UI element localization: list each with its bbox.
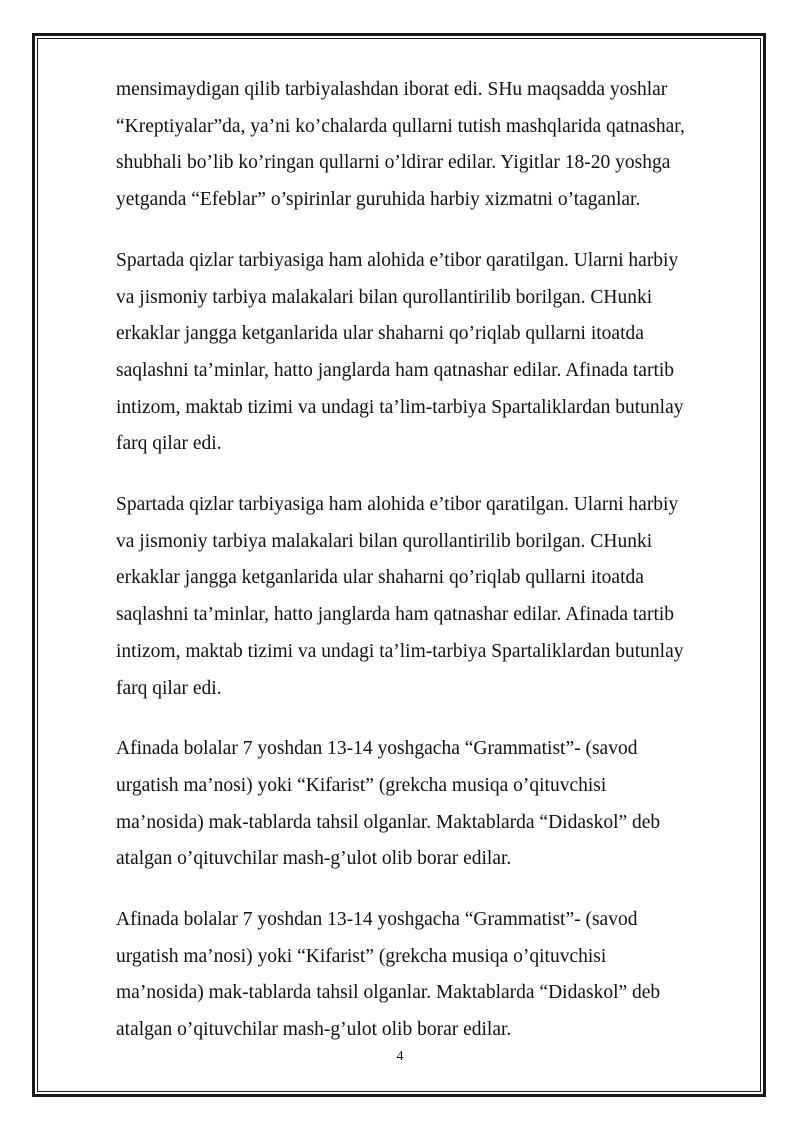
text-line: atalgan o’qituvchilar mash-g’ulot olib borar edilar. <box>116 1019 512 1041</box>
text-line: shubhali bo’lib ko’ringan qullarni o’ldirar edilar. Yigitlar 18-20 yoshga <box>116 152 671 174</box>
text-line: farq qilar edi. <box>116 677 222 699</box>
document-body <box>116 72 756 1073</box>
text-line: erkaklar jangga ketganlarida ular shaharni qo’riqlab qullarni itoatda <box>116 323 644 345</box>
text-line: ma’nosida) mak-tablarda tahsil olganlar. Maktablarda “Didaskol” deb <box>116 982 661 1004</box>
text-line: intizom, maktab tizimi va undagi ta’lim-tarbiya Spartaliklardan butunlay <box>116 640 684 662</box>
text-line: urgatish ma’nosi) yoki “Kifarist” (grekcha musiqa o’qituvchisi <box>116 774 607 796</box>
text-line: saqlashni ta’minlar, hatto janglarda ham qatnashar edilar. Afinada tartib <box>116 359 675 381</box>
text-line: “Kreptiyalar”da, ya’ni ko’chalarda qullarni tutish mashqlarida qatnashar, <box>116 115 685 137</box>
paragraph-5 <box>116 902 756 1049</box>
paragraph-2 <box>116 243 756 463</box>
text-line: yetganda “Efeblar” o’spirinlar guruhida harbiy xizmatni o’taganlar. <box>116 189 641 211</box>
text-line: va jismoniy tarbiya malakalari bilan qurollantirilib borilgan. CHunki <box>116 286 653 308</box>
text-line: Afinada bolalar 7 yoshdan 13-14 yoshgacha “Grammatist”- (savod <box>116 909 638 931</box>
text-line: Afinada bolalar 7 yoshdan 13-14 yoshgacha “Grammatist”- (savod <box>116 738 638 760</box>
text-line: erkaklar jangga ketganlarida ular shaharni qo’riqlab qullarni itoatda <box>116 567 644 589</box>
text-line: va jismoniy tarbiya malakalari bilan qurollantirilib borilgan. CHunki <box>116 530 653 552</box>
page-number: 4 <box>396 1049 404 1064</box>
text-line: Spartada qizlar tarbiyasiga ham alohida e’tibor qaratilgan. Ularni harbiy <box>116 494 679 516</box>
text-line: intizom, maktab tizimi va undagi ta’lim-tarbiya Spartaliklardan butunlay <box>116 396 684 418</box>
text-line: farq qilar edi. <box>116 433 222 455</box>
paragraph-3 <box>116 487 756 707</box>
text-line: saqlashni ta’minlar, hatto janglarda ham qatnashar edilar. Afinada tartib <box>116 604 675 626</box>
text-line: atalgan o’qituvchilar mash-g’ulot olib borar edilar. <box>116 848 512 870</box>
text-line: Spartada qizlar tarbiyasiga ham alohida e’tibor qaratilgan. Ularni harbiy <box>116 249 679 271</box>
text-line: ma’nosida) mak-tablarda tahsil olganlar. Maktablarda “Didaskol” deb <box>116 811 661 833</box>
paragraph-4 <box>116 731 756 878</box>
paragraph-1 <box>116 72 756 219</box>
text-line: mensimaydigan qilib tarbiyalashdan iborat edi. SHu maqsadda yoshlar <box>116 79 668 100</box>
text-line: urgatish ma’nosi) yoki “Kifarist” (grekcha musiqa o’qituvchisi <box>116 945 607 967</box>
